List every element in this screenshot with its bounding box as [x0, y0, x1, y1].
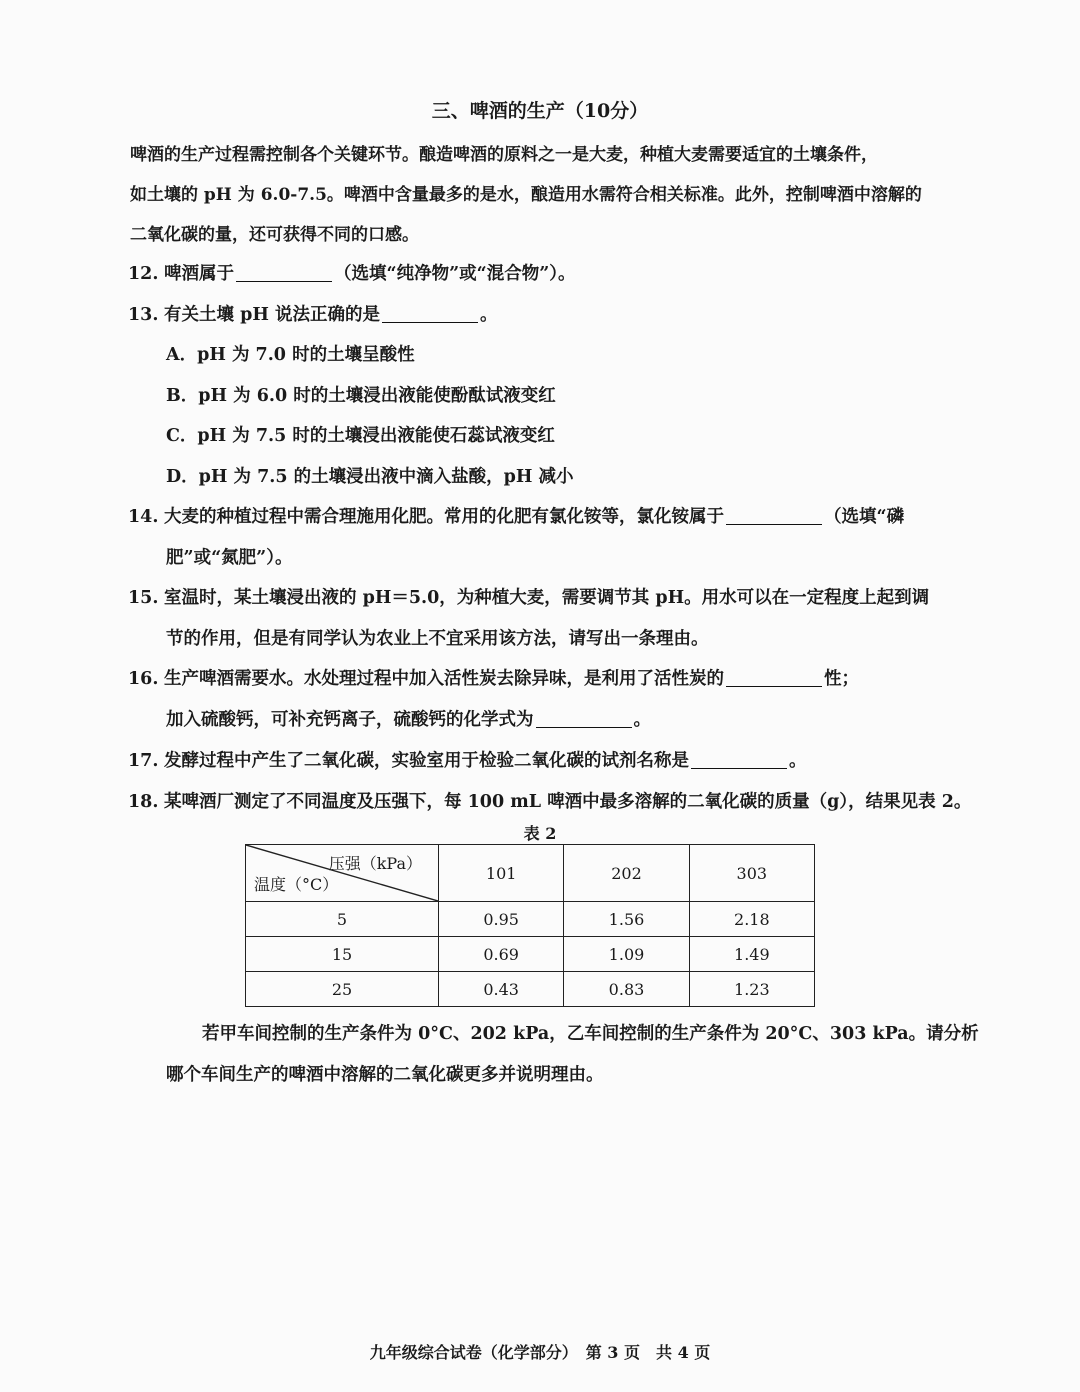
table-cell: 1.09	[564, 937, 689, 972]
question-number: 16.	[128, 669, 159, 689]
table-cell: 0.95	[439, 902, 564, 937]
column-header: 303	[689, 845, 814, 902]
question-16: 16. 生产啤酒需要水。水处理过程中加入活性炭去除异味，是利用了活性炭的 性；	[128, 669, 859, 689]
answer-blank[interactable]	[726, 685, 822, 687]
question-number: 17.	[128, 751, 159, 771]
question-18: 18. 某啤酒厂测定了不同温度及压强下，每 100 mL 啤酒中最多溶解的二氧化碳的质量（g），结果见表 2。	[128, 792, 972, 812]
question-17: 17. 发酵过程中产生了二氧化碳，实验室用于检验二氧化碳的试剂名称是 。	[128, 751, 807, 771]
table-row	[246, 972, 815, 1007]
answer-blank[interactable]	[726, 523, 822, 525]
table-cell: 1.23	[689, 972, 814, 1007]
question-18-follow-line-2: 哪个车间生产的啤酒中溶解的二氧化碳更多并说明理由。	[166, 1065, 604, 1085]
question-15: 15. 室温时，某土壤浸出液的 pH＝5.0，为种植大麦，需要调节其 pH。用水可以在一定程度上起到调	[128, 588, 930, 608]
data-table	[245, 844, 815, 1007]
question-18-follow-line-1: 若甲车间控制的生产条件为 0°C、202 kPa，乙车间控制的生产条件为 20°C、303 kPa。请分析	[202, 1024, 979, 1044]
table-row	[246, 902, 815, 937]
option-a: A．pH 为 7.0 时的土壤呈酸性	[166, 345, 415, 365]
table-cell: 1.49	[689, 937, 814, 972]
intro-line-3: 二氧化碳的量，还可获得不同的口感。	[130, 225, 419, 245]
row-label: 15	[246, 937, 439, 972]
intro-line-1: 啤酒的生产过程需控制各个关键环节。酿造啤酒的原料之一是大麦，种植大麦需要适宜的土壤条件，	[130, 145, 878, 165]
section-title: 三、啤酒的生产（10分）	[431, 100, 649, 122]
table-caption: 表 2	[523, 824, 557, 843]
question-number: 12.	[128, 264, 159, 284]
question-14: 14. 大麦的种植过程中需合理施用化肥。常用的化肥有氯化铵等，氯化铵属于 （选填“磷	[128, 507, 905, 527]
answer-blank[interactable]	[382, 321, 478, 323]
question-number: 18.	[128, 792, 159, 812]
table-cell: 0.69	[439, 937, 564, 972]
table-row	[246, 937, 815, 972]
corner-temperature-label: 温度（°C）	[254, 875, 339, 894]
intro-line-2: 如土壤的 pH 为 6.0-7.5。啤酒中含量最多的是水，酿造用水需符合相关标准。此外，控制啤酒中溶解的	[130, 185, 922, 205]
question-16-line-2: 加入硫酸钙，可补充钙离子，硫酸钙的化学式为 。	[166, 710, 651, 730]
option-b: B．pH 为 6.0 时的土壤浸出液能使酚酞试液变红	[166, 386, 556, 406]
question-12: 12. 啤酒属于 （选填“纯净物”或“混合物”）。	[128, 264, 576, 284]
question-13: 13. 有关土壤 pH 说法正确的是 。	[128, 305, 498, 325]
column-header: 101	[439, 845, 564, 902]
answer-blank[interactable]	[236, 280, 332, 282]
question-number: 15.	[128, 588, 159, 608]
table-corner-cell	[246, 845, 439, 902]
option-c: C．pH 为 7.5 时的土壤浸出液能使石蕊试液变红	[166, 426, 555, 446]
question-15-line-2: 节的作用，但是有同学认为农业上不宜采用该方法，请写出一条理由。	[166, 629, 709, 649]
column-header: 202	[564, 845, 689, 902]
table-cell: 0.83	[564, 972, 689, 1007]
table-cell: 2.18	[689, 902, 814, 937]
table-header-row	[246, 845, 815, 902]
corner-pressure-label: 压强（kPa）	[328, 854, 422, 873]
option-d: D．pH 为 7.5 的土壤浸出液中滴入盐酸，pH 减小	[166, 467, 574, 487]
question-14-line-2: 肥”或“氮肥”）。	[166, 548, 293, 568]
page-footer: 九年级综合试卷（化学部分） 第 3 页 共 4 页	[369, 1343, 711, 1362]
question-number: 14.	[128, 507, 159, 527]
table-cell: 1.56	[564, 902, 689, 937]
question-number: 13.	[128, 305, 159, 325]
table-cell: 0.43	[439, 972, 564, 1007]
answer-blank[interactable]	[691, 767, 787, 769]
row-label: 25	[246, 972, 439, 1007]
answer-blank[interactable]	[536, 726, 632, 728]
row-label: 5	[246, 902, 439, 937]
